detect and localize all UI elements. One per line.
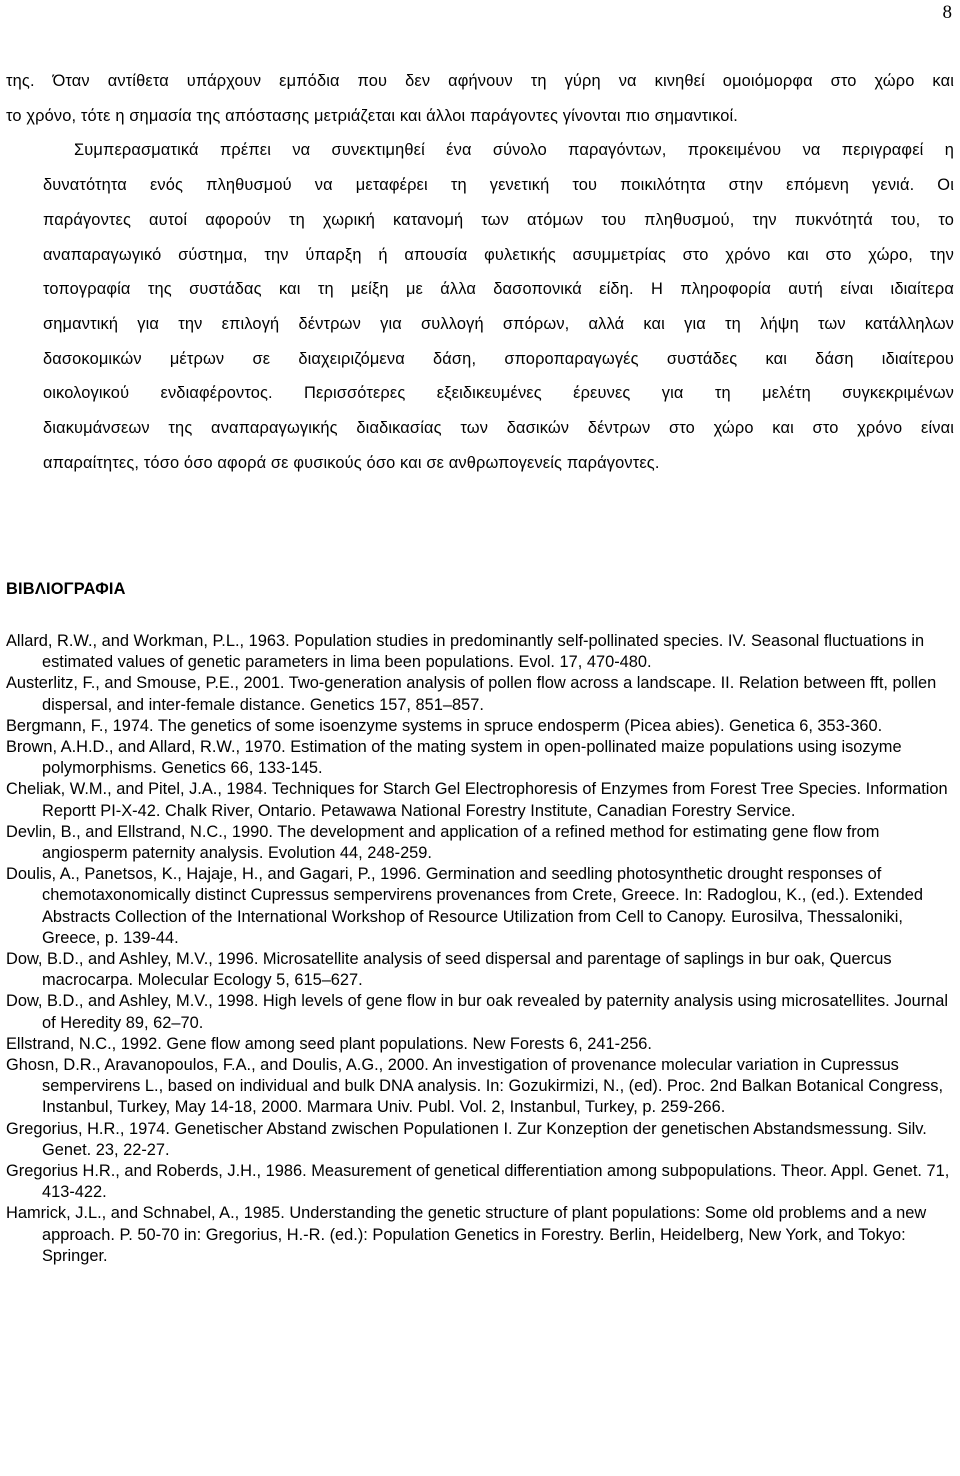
text-line: παράγοντες αυτοί αφορούν τη χωρική κατανομή των ατόμων του πληθυσμού, την πυκνότητά του, το (43, 210, 954, 229)
page-number: 8 (942, 2, 952, 23)
reference-item: Gregorius H.R., and Roberds, J.H., 1986. Measurement of genetical differentiation among subpopulations. Theor. Appl. Genet. 71, 413-422. (6, 1162, 950, 1202)
reference-item: Bergmann, F., 1974. The genetics of some isoenzyme systems in spruce endosperm (Picea abies). Genetica 6, 353-360. (6, 716, 883, 735)
body-text (6, 64, 954, 480)
text-line: δασοκομικών μέτρων σε διαχειριζόμενα δάση, σποροπαραγωγές συστάδες και δάση ιδιαίτερου (43, 349, 954, 368)
text-line: τοπογραφία της συστάδας και τη μείξη με άλλα δασοπονικά είδη. Η πληροφορία αυτή είναι ιδιαίτερα (43, 280, 954, 299)
reference-item: Ellstrand, N.C., 1992. Gene flow among seed plant populations. New Forests 6, 241-256. (6, 1034, 652, 1053)
paragraph-conclusion (6, 133, 954, 480)
text-line: Συμπερασματικά πρέπει να συνεκτιμηθεί ένα σύνολο παραγόντων, προκειμένου να περιγραφεί η (74, 141, 954, 160)
reference-item: Devlin, B., and Ellstrand, N.C., 1990. The development and application of a refined method for estimating gene flow from angiosperm paternity analysis. Evolution 44, 248-259. (6, 822, 880, 863)
reference-item: Doulis, A., Panetsos, K., Hajaje, H., and Gagari, P., 1996. Germination and seedling photosynthetic drought responses of chemotaxonomically distinct Cupressus sempervirens provenances from Crete, Greece. In: Radoglou, K., (ed.). Extended Abstracts Collection of the International Workshop of Resource Utilization from Cell to Canopy. Eurosilva, Thessaloniki, Greece, p. 139-44. (6, 865, 923, 947)
text-line: διακυμάνσεων της αναπαραγωγικής διαδικασίας των δασικών δέντρων στο χώρο και στο χρόνο είναι (43, 419, 954, 438)
reference-item: Brown, A.H.D., and Allard, R.W., 1970. Estimation of the mating system in open-pollinated maize populations using isozyme polymorphisms. Genetics 66, 133-145. (6, 738, 902, 778)
text-line: δυνατότητα ενός πληθυσμού να μεταφέρει τη γενετική του ποικιλότητα στην επόμενη γενιά. Οι (43, 176, 954, 195)
text-line: της. Όταν αντίθετα υπάρχουν εμπόδια που δεν αφήνουν τη γύρη να κινηθεί ομοιόμορφα στο χώρο και (6, 72, 954, 90)
paragraph-continuation (6, 64, 954, 133)
reference-item: Ghosn, D.R., Aravanopoulos, F.A., and Doulis, A.G., 2000. An investigation of provenance molecular variation in Cupressus sempervirens L., based on individual and bulk DNA analysis. In: Gozukirmizi, N., (ed). Proc. 2nd Balkan Botanical Congress, Instanbul, Turkey, May 14-18, 2000. Marmara Univ. Publ. Vol. 2, Instanbul, Turkey, p. 259-266. (6, 1056, 944, 1117)
reference-item: Cheliak, W.M., and Pitel, J.A., 1984. Techniques for Starch Gel Electrophoresis of Enzymes from Forest Tree Species. Information Reportt PI-X-42. Chalk River, Ontario. Petawawa National Forestry Institute, Canadian Forestry Service. (6, 780, 948, 820)
bibliography-heading: ΒΙΒΛΙΟΓΡΑΦΙΑ (6, 580, 126, 598)
reference-item: Allard, R.W., and Workman, P.L., 1963. Population studies in predominantly self-pollinated species. IV. Seasonal fluctuations in estimated values of genetic parameters in lima been populations. Evol. 17, 470-480. (6, 632, 925, 672)
reference-list (6, 631, 954, 1267)
reference-item: Gregorius, H.R., 1974. Genetischer Abstand zwischen Populationen I. Zur Konzeption der genetischen Abstandsmessung. Silv. Genet. 23, 22-27. (6, 1119, 927, 1159)
text-line: οικολογικού ενδιαφέροντος. Περισσότερες εξειδικευμένες έρευνες για τη μελέτη συγκεκριμένων (43, 384, 954, 403)
text-line: σημαντική για την επιλογή δέντρων για συλλογή σπόρων, αλλά και για τη λήψη των κατάλληλων (43, 314, 954, 333)
reference-item: Austerlitz, F., and Smouse, P.E., 2001. Two-generation analysis of pollen flow across a landscape. II. Relation between fft, pollen dispersal, and inter-female distance. Genetics 157, 851–857. (6, 674, 937, 714)
reference-item: Dow, B.D., and Ashley, M.V., 1998. High levels of gene flow in bur oak revealed by paternity analysis using microsatellites. Journal of Heredity 89, 62–70. (6, 992, 949, 1032)
text-line: το χρόνο, τότε η σημασία της απόστασης μετριάζεται και άλλοι παράγοντες γίνονται πιο σημαντικοί. (6, 106, 738, 125)
text-line: αναπαραγωγικό σύστημα, την ύπαρξη ή απουσία φυλετικής ασυμμετρίας στο χρόνο και στο χώρο, την (43, 245, 954, 264)
reference-item: Dow, B.D., and Ashley, M.V., 1996. Microsatellite analysis of seed dispersal and parentage of saplings in bur oak, Quercus macrocarpa. Molecular Ecology 5, 615–627. (6, 950, 892, 990)
reference-item: Hamrick, J.L., and Schnabel, A., 1985. Understanding the genetic structure of plant populations: Some old problems and a new approach. P. 50-70 in: Gregorius, H.-R. (ed.): Population Genetics in Forestry. Berlin, Heidelberg, New York, and Tokyo: Springer. (6, 1204, 927, 1265)
text-line: απαραίτητες, τόσο όσο αφορά σε φυσικούς όσο και σε ανθρωπογενείς παράγοντες. (43, 453, 660, 472)
